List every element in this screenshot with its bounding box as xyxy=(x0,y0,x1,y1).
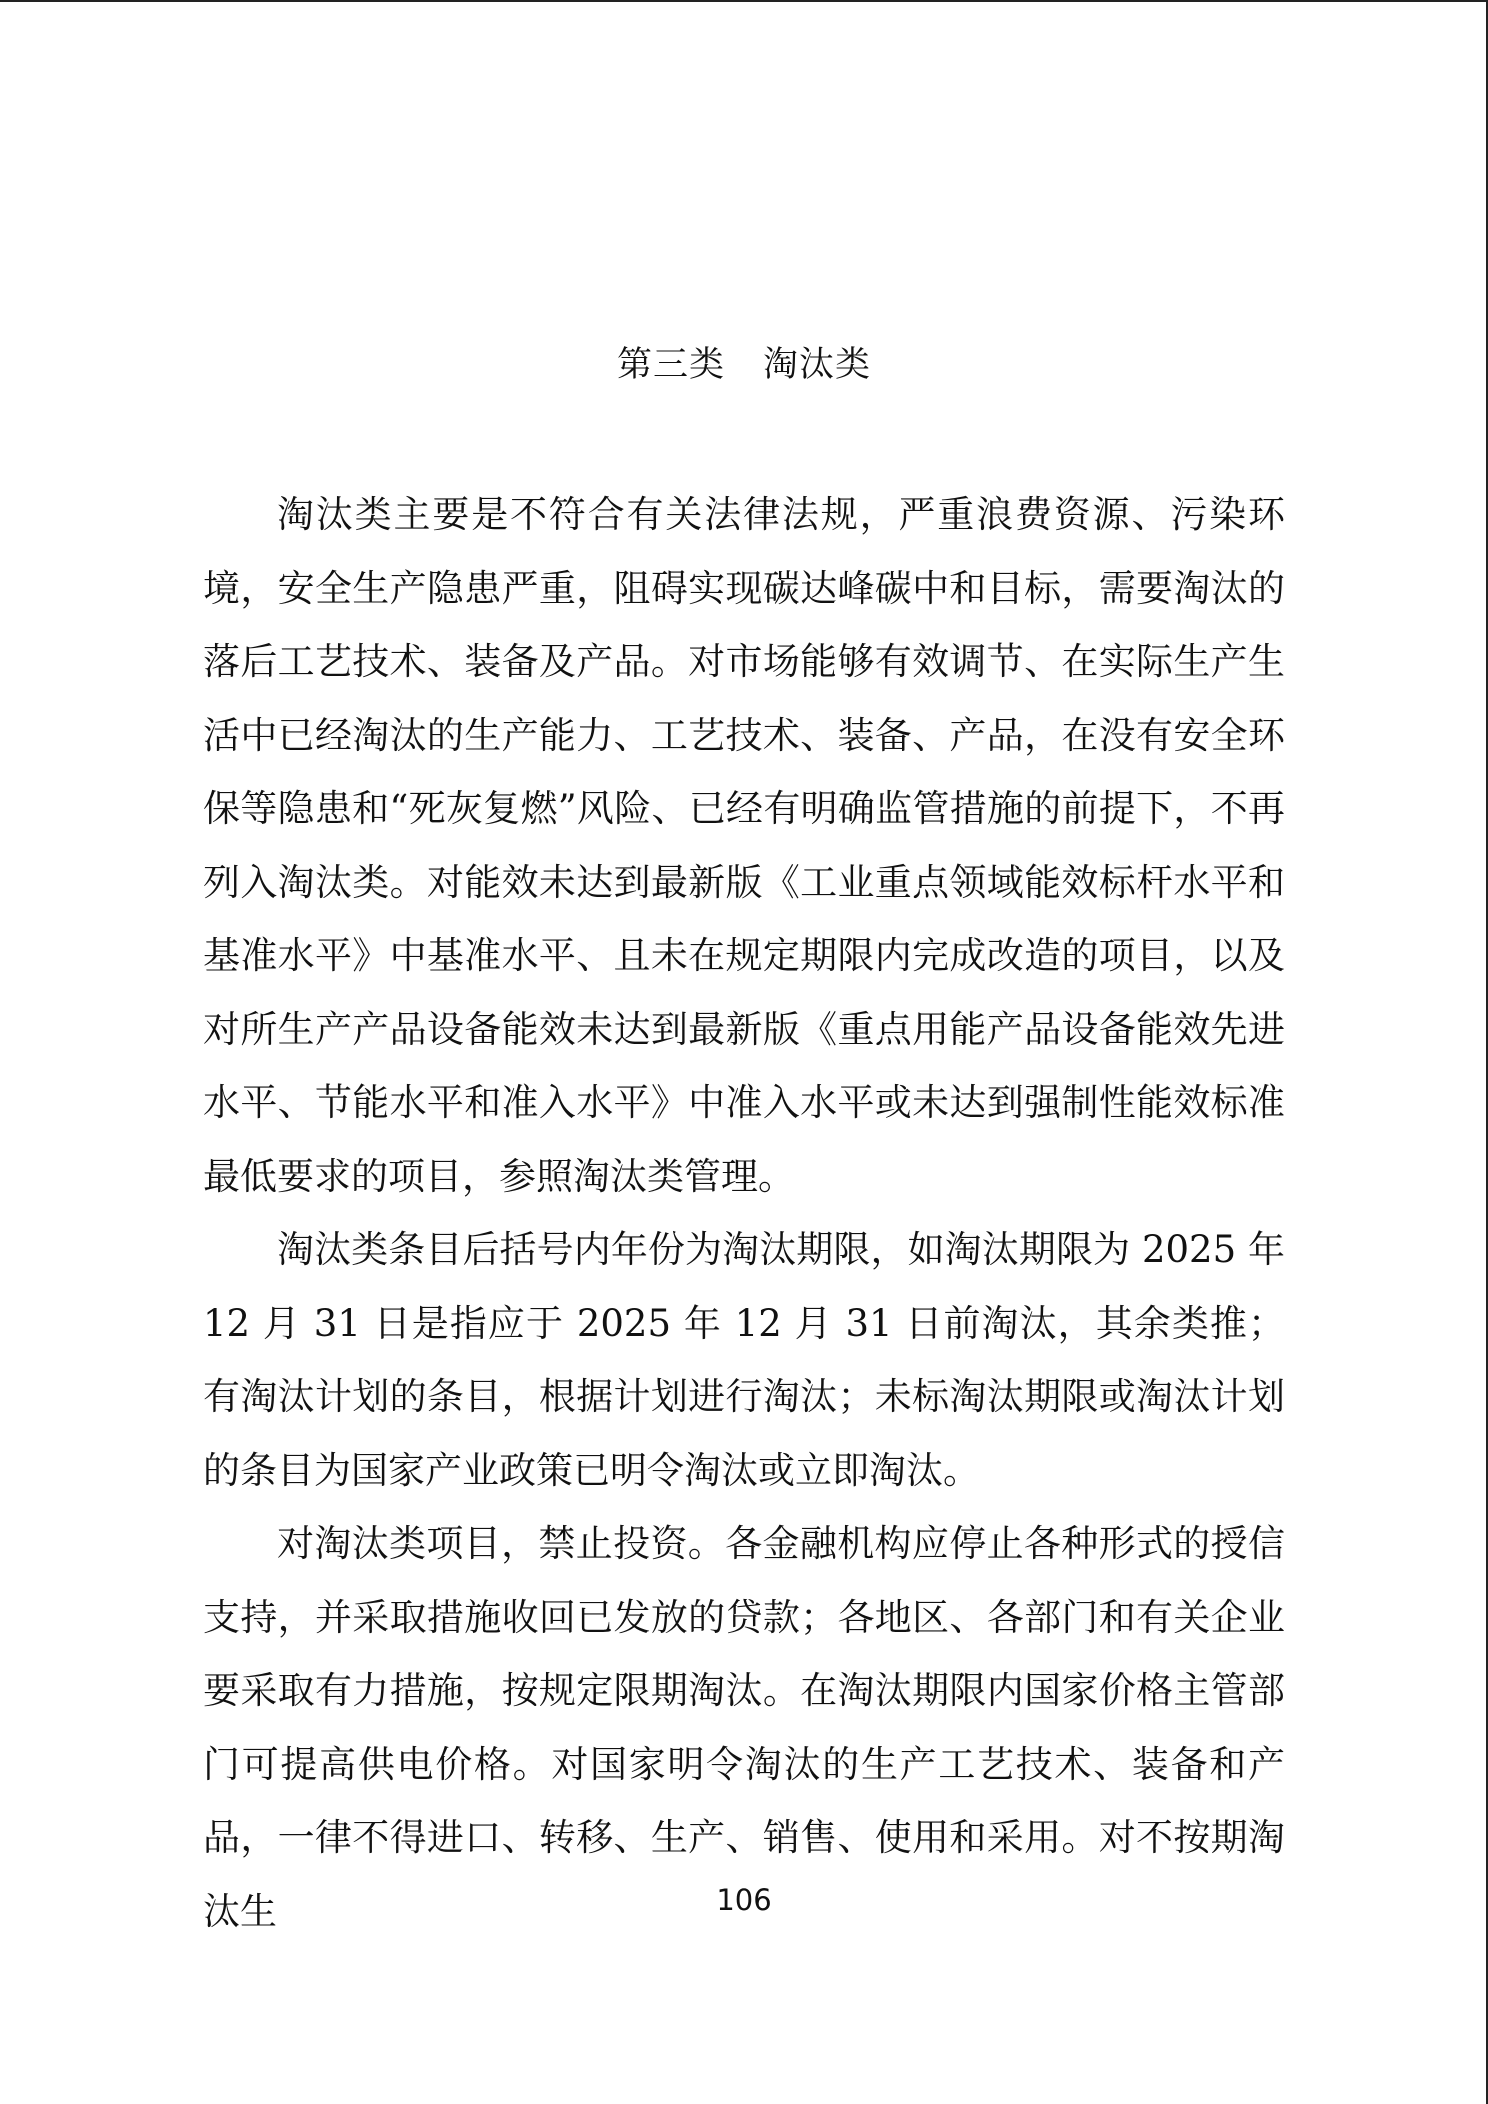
document-body xyxy=(203,478,1285,1948)
paragraph-definition: 淘汰类主要是不符合有关法律法规，严重浪费资源、污染环境，安全生产隐患严重，阻碍实现碳达峰碳中和目标，需要淘汰的落后工艺技术、装备及产品。对市场能够有效调节、在实际生产生活中已经淘汰的生产能力、工艺技术、装备、产品，在没有安全环保等隐患和“死灰复燃”风险、已经有明确监管措施的前提下，不再列入淘汰类。对能效未达到最新版《工业重点领域能效标杆水平和基准水平》中基准水平、且未在规定期限内完成改造的项目，以及对所生产产品设备能效未达到最新版《重点用能产品设备能效先进水平、节能水平和准入水平》中准入水平或未达到强制性能效标准最低要求的项目，参照淘汰类管理。 xyxy=(203,493,1285,1198)
paragraph-deadline-rules: 淘汰类条目后括号内年份为淘汰期限，如淘汰期限为 2025 年 12 月 31 日是指应于 2025 年 12 月 31 日前淘汰，其余类推；有淘汰计划的条目，根据计划进行淘汰；未标淘汰期限或淘汰计划的条目为国家产业政策已明令淘汰或立即淘汰。 xyxy=(203,1228,1285,1492)
top-border-rule xyxy=(0,0,1488,2)
section-heading xyxy=(0,340,1488,390)
heading-category-number: 第三类 xyxy=(616,345,725,385)
paragraph-investment-prohibition: 对淘汰类项目，禁止投资。各金融机构应停止各种形式的授信支持，并采取措施收回已发放的贷款；各地区、各部门和有关企业要采取有力措施，按规定限期淘汰。在淘汰期限内国家价格主管部门可提高供电价格。对国家明令淘汰的生产工艺技术、装备和产品，一律不得进口、转移、生产、销售、使用和采用。对不按期淘汰生 xyxy=(203,1522,1285,1933)
page-number: 106 xyxy=(716,1883,772,1917)
heading-category-name: 淘汰类 xyxy=(763,345,872,385)
